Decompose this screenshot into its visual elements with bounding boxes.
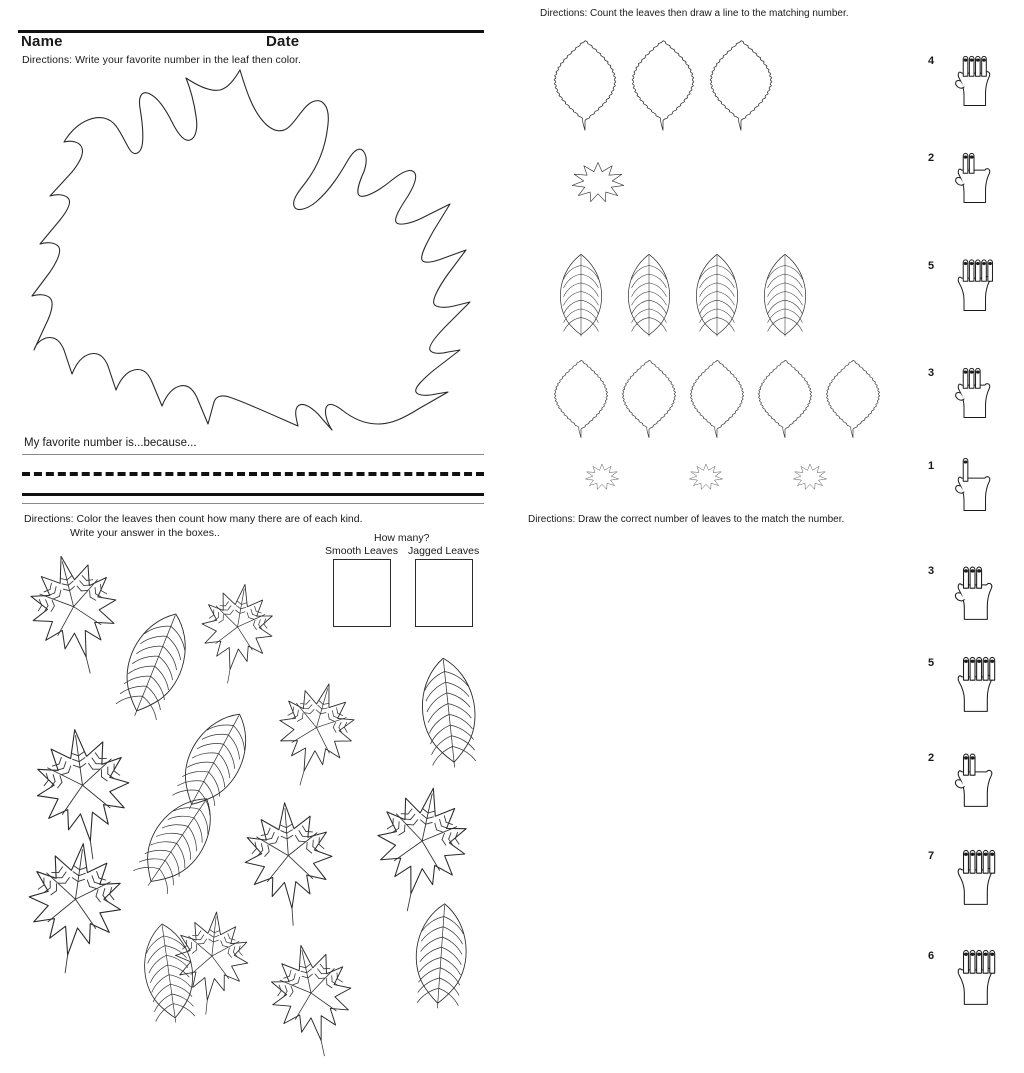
section-divider-thin [22, 503, 484, 504]
scatter-leaf-jagged[interactable] [256, 931, 370, 1073]
match-leaf[interactable] [686, 358, 748, 445]
match-leaf[interactable] [550, 455, 654, 510]
match-leaf[interactable] [618, 358, 680, 445]
match-leaf[interactable] [550, 240, 612, 353]
match-number-label[interactable]: 4 [928, 55, 935, 67]
header-rule [18, 30, 484, 33]
match-number-label[interactable]: 5 [928, 260, 935, 272]
section-divider-thick [22, 493, 484, 496]
hand-icon-5 [950, 649, 1000, 718]
writing-rule-1 [22, 454, 484, 455]
hand-icon-7 [950, 842, 1000, 911]
scatter-leaf-smooth[interactable] [396, 896, 486, 1017]
match-leaf[interactable] [550, 148, 646, 231]
jagged-leaves-label: Jagged Leaves [408, 545, 480, 557]
hand-icon-1 [950, 452, 998, 517]
drawing-number-label[interactable]: 7 [928, 850, 935, 862]
left-column [0, 0, 512, 1024]
match-leaf[interactable] [706, 38, 776, 138]
match-leaf[interactable] [654, 455, 758, 510]
directions-count-and-match: Directions: Count the leaves then draw a line to the matching number. [540, 8, 849, 19]
directions-write-number: Directions: Write your favorite number in the leaf then color. [22, 54, 301, 66]
match-leaf[interactable] [754, 240, 816, 353]
scatter-leaf-jagged[interactable] [164, 903, 258, 1027]
drawing-number-label[interactable]: 2 [928, 752, 935, 764]
directions-color-line1: Directions: Color the leaves then count how many there are of each kind. [24, 513, 363, 525]
match-leaf[interactable] [628, 38, 698, 138]
leaf-scatter-field [0, 545, 512, 1024]
hand-icon-3 [950, 557, 1000, 626]
hand-icon-5 [950, 252, 998, 317]
large-maple-leaf-outline [30, 62, 480, 434]
hand-icon-2 [950, 144, 998, 209]
date-label: Date [266, 33, 300, 50]
hand-icon-3 [950, 359, 998, 424]
match-leaf[interactable] [822, 358, 884, 445]
directions-color-line2: Write your answer in the boxes.. [70, 526, 220, 539]
directions-draw-leaves: Directions: Draw the correct number of leaves to the match the number. [528, 514, 845, 525]
match-leaf[interactable] [550, 358, 612, 445]
scatter-leaf-smooth[interactable] [400, 649, 498, 778]
hand-icon-2 [950, 744, 1000, 813]
match-number-label[interactable]: 2 [928, 152, 935, 164]
match-leaf[interactable] [754, 358, 816, 445]
match-leaf[interactable] [758, 455, 862, 510]
drawing-number-label[interactable]: 5 [928, 657, 935, 669]
match-leaf[interactable] [686, 240, 748, 353]
right-column [512, 0, 1024, 1024]
directions-color-and-count [24, 513, 363, 540]
scatter-leaf-jagged[interactable] [187, 573, 285, 698]
match-leaf[interactable] [550, 38, 620, 138]
hand-icon-6 [950, 942, 1000, 1011]
scatter-leaf-jagged[interactable] [12, 830, 135, 988]
match-number-label[interactable]: 1 [928, 460, 935, 472]
favorite-number-prompt: My favorite number is...because... [24, 437, 197, 449]
drawing-number-label[interactable]: 3 [928, 565, 935, 577]
drawing-number-label[interactable]: 6 [928, 950, 935, 962]
cut-line-dashed [22, 472, 484, 476]
match-number-label[interactable]: 3 [928, 367, 935, 379]
name-label: Name [21, 33, 63, 50]
smooth-leaves-label: Smooth Leaves [325, 545, 398, 557]
match-leaf[interactable] [618, 240, 680, 353]
how-many-label: How many? [374, 532, 430, 544]
hand-icon-4 [950, 47, 998, 112]
